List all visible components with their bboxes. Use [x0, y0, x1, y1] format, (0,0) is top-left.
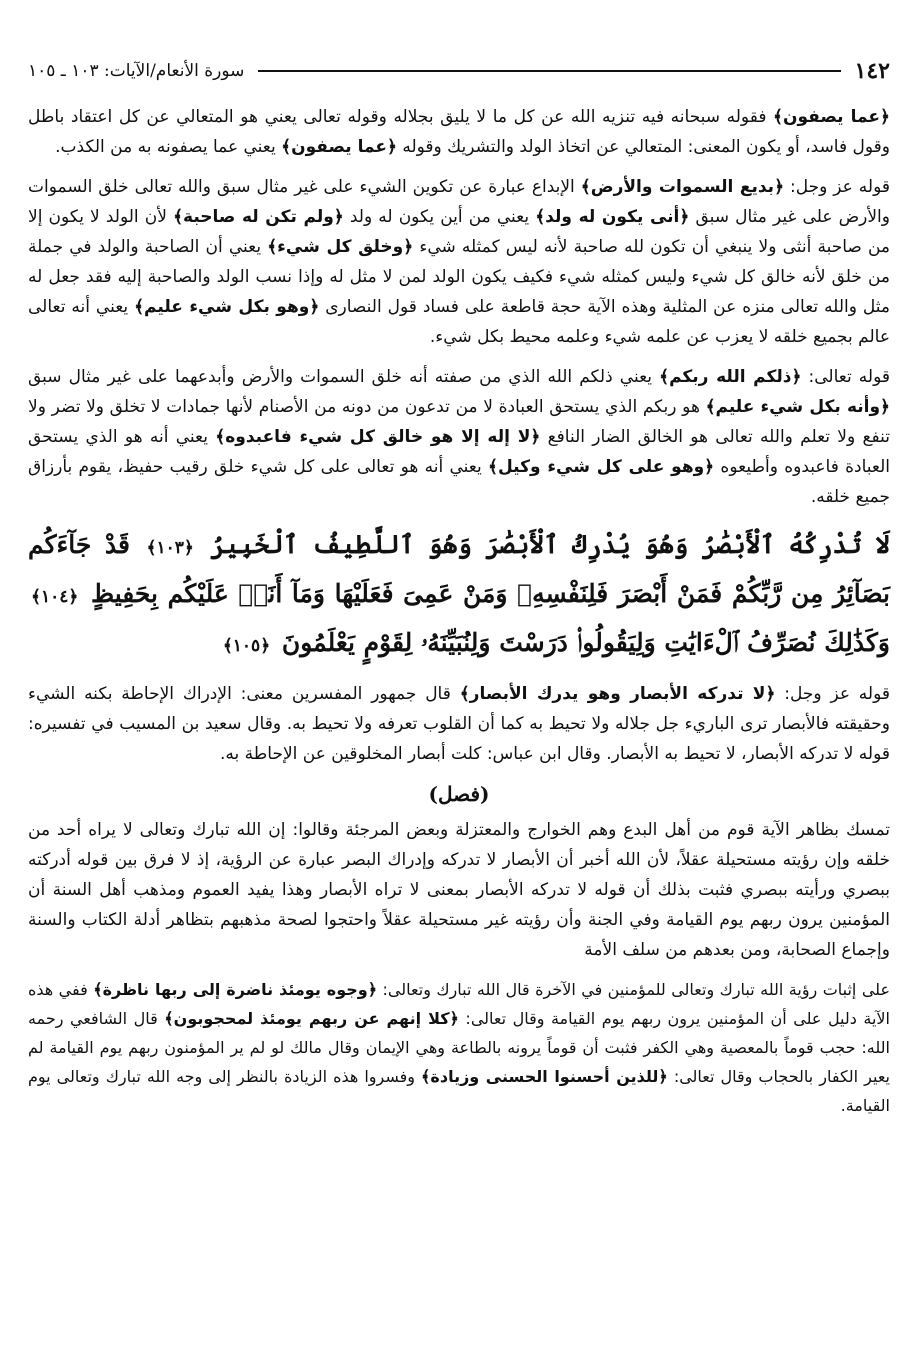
text: قال جمهور المفسرين معنى: الإدراك الإحاطة بكنه الشيء وحقيقته فالأبصار ترى الباريء جل جلاله ولا تحيط به كما أن القلوب تعرفه ولا تحيط به. وقال سعيد بن المسيب في تفسيره: قوله لا تدركه الأبصار، لا تحيط به الأبصار. وقال ابن عباس: كلت أبصار المخلوقين عن الإحاطة به. — [28, 684, 890, 764]
paragraph-6 — [28, 975, 890, 1120]
text: هو ربكم الذي يستحق العبادة لا من تدعون من دونه من الأصنام لأنها جمادات لا تخلق ولا تضر ولا تنفع ولا تعلم والله تعالى هو الخالق الضار النافع — [28, 397, 890, 447]
paragraph-3 — [28, 362, 890, 512]
verse-104: قَدْ جَآءَكُم بَصَآئِرُ مِن رَّبِّكُمْ فَمَنْ أَبْصَرَ فَلِنَفْسِهِۦ وَمَنْ عَمِىَ فَعَلَيْهَا وَمَآ أَنَا۠ عَلَيْكُم بِحَفِيظٍ — [28, 530, 890, 608]
page-header — [28, 58, 890, 84]
text: قال الشافعي رحمه الله: حجب قوماً بالمعصية وهي الكفر فثبت أن قوماً يرونه بالطاعة وهي الإيمان وقال مالك لو لم ير المؤمنون ربهم يوم القيامة لم يعير الكفار بالحجاب وقال تعالى: — [28, 1009, 890, 1086]
paragraph-2 — [28, 172, 890, 352]
quote: ﴿ولم تكن له صاحبة﴾ — [173, 207, 344, 227]
text: وفسروا هذه الزيادة بالنظر إلى وجه الله تبارك وتعالى يوم القيامة. — [28, 1067, 890, 1115]
quote: ﴿بديع السموات والأرض﴾ — [580, 177, 785, 197]
verse-103: لَا تُدْرِكُهُ ٱلْأَبْصَٰرُ وَهُوَ يُدْرِكُ ٱلْأَبْصَٰرَ وَهُوَ ٱللَّطِيفُ ٱلْخَبِيرُ — [210, 530, 890, 559]
text: فقوله سبحانه فيه تنزيه الله عن كل ما لا يليق بجلاله وقوله تعالى يعني هو المتعالي عن كل اعتقاد باطل وقول فاسد، أو يكون المعنى: المتعالي عن اتخاذ الولد والتشريك وقوله — [28, 107, 890, 157]
quran-verses — [28, 522, 890, 669]
text: لأن الولد لا يكون إلا من صاحبة أنثى ولا ينبغي أن تكون لله صاحبة لأنه ليس كمثله شيء — [28, 207, 891, 257]
paragraph-5 — [28, 815, 890, 965]
ayah-marker-103: ﴿١٠٣﴾ — [146, 538, 194, 558]
quote: ﴿وأنه بكل شيء عليم﴾ — [705, 397, 891, 417]
ayah-marker-104: ﴿١٠٤﴾ — [31, 587, 79, 607]
text: الإبداع عبارة عن تكوين الشيء على غير مثال سبق والله تعالى خلق السموات والأرض على غير مثال سبق — [28, 177, 890, 227]
quote: ﴿كلا إنهم عن ربهم يومئذ لمحجوبون﴾ — [164, 1009, 459, 1028]
text: يعني من أين يكون له ولد — [343, 207, 536, 227]
ayah-marker-105: ﴿١٠٥﴾ — [222, 636, 271, 656]
header-rule — [258, 70, 840, 72]
paragraph-4 — [28, 679, 890, 769]
verse-105: وَكَذَٰلِكَ نُصَرِّفُ ٱلْءَايَٰتِ وَلِيَقُولُوا۟ دَرَسْتَ وَلِنُبَيِّنَهُۥ لِقَوْمٍ يَعْلَمُونَ — [281, 628, 890, 657]
text: قوله تعالى: — [801, 367, 890, 387]
text: على إثبات رؤية الله تبارك وتعالى للمؤمنين في الآخرة قال الله تبارك وتعالى: — [377, 980, 890, 999]
text: يعني ذلكم الله الذي من صفته أنه خلق السموات والأرض وأبدعهما على غير مثال سبق — [28, 367, 660, 387]
quote: ﴿وجوه يومئذ ناضرة إلى ربها ناظرة﴾ — [93, 980, 378, 999]
quote: ﴿أنى يكون له ولد﴾ — [535, 207, 690, 227]
text: يعني عما يصفونه به من الكذب. — [55, 137, 282, 157]
quote: ﴿وهو بكل شيء عليم﴾ — [134, 297, 320, 317]
quote: ﴿وهو على كل شيء وكيل﴾ — [488, 457, 715, 477]
page-content — [28, 102, 890, 1342]
page-number: ١٤٢ — [854, 58, 890, 84]
section-heading: (فصل) — [428, 782, 490, 806]
text: يعني أنه تعالى عالم بجميع خلقه لا يعزب عن علمه شيء وعلمه محيط بكل شيء. — [28, 297, 890, 347]
text: يعني أنه هو الذي يستحق العبادة فاعبدوه وأطيعوه — [28, 427, 890, 477]
quote: ﴿ذلكم الله ربكم﴾ — [659, 367, 802, 387]
paragraph-1 — [28, 102, 890, 162]
surah-title: سورة الأنعام/الآيات: ١٠٣ ـ ١٠٥ — [28, 61, 245, 81]
quote: ﴿عما يصفون﴾ — [773, 107, 890, 127]
text: ففي هذه الآية دليل على أن المؤمنين يرون ربهم يوم القيامة وقال تعالى: — [28, 980, 890, 1028]
text: يعني أنه هو تعالى على كل شيء خلق رقيب حفيظ، يقوم بأرزاق جميع خلقه. — [28, 457, 890, 507]
text: يعني أن الصاحبة والولد في جملة من خلق لأنه خالق كل شيء وليس كمثله شيء فكيف يكون الولد لمن لا مثل له وإذا نسب الولد والصاحبة إليه فقد جعل له مثل والله تعالى منزه عن المثلية وهذه الآية حجة قاطعة على فساد قول النصارى — [28, 237, 890, 317]
quote: ﴿لا تدركه الأبصار وهو يدرك الأبصار﴾ — [459, 684, 776, 704]
quote: ﴿وخلق كل شيء﴾ — [267, 237, 414, 257]
quote: ﴿لا إله إلا هو خالق كل شيء فاعبدوه﴾ — [215, 427, 541, 447]
quote: ﴿للذين أحسنوا الحسنى وزيادة﴾ — [421, 1067, 668, 1086]
text: قوله عز وجل: — [775, 684, 891, 704]
text: قوله عز وجل: — [784, 177, 890, 197]
text: تمسك بظاهر الآية قوم من أهل البدع وهم الخوارج والمعتزلة وبعض المرجئة وقالوا: إن الله تبارك وتعالى لا يراه أحد من خلقه وإن رؤيته مستحيلة عقلاً، لأن الله أخبر أن الأبصار لا تدركه وإدراك البصر عبارة عن الرؤية، إذ لا فرق بين قوله أدركته ببصري ورأيته ببصري فثبت بذلك أن قوله لا تدركه الأبصار بمعنى لا تراه الأبصار وهذا يفيد العموم ومذهب أهل السنة أن المؤمنين يرون ربهم يوم القيامة وفي الجنة وأن رؤيته غير مستحيلة عقلاً واحتجوا لصحة مذهبهم بتظاهر أدلة الكتاب والسنة وإجماع الصحابة، ومن بعدهم من سلف الأمة — [28, 820, 890, 960]
quote: ﴿عما يصفون﴾ — [281, 137, 397, 157]
